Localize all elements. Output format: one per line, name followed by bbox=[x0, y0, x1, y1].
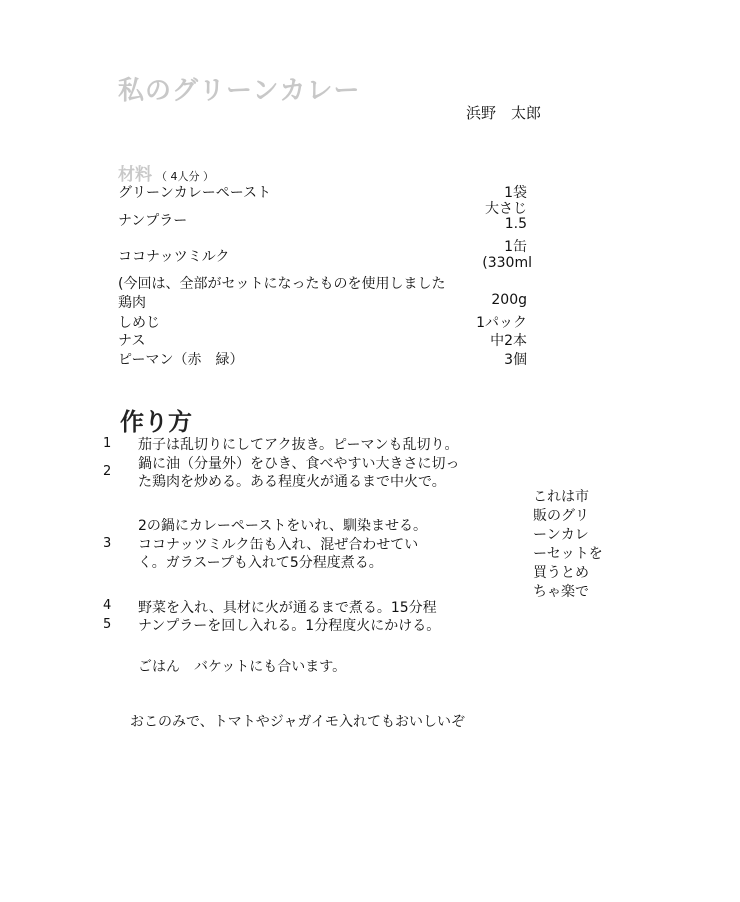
ingredient-qty: 1パック bbox=[476, 315, 527, 331]
ingredient-name: ナンプラー bbox=[118, 213, 188, 229]
ingredient-name: ナス bbox=[118, 333, 146, 349]
step-number: 4 bbox=[103, 598, 112, 613]
ingredient-name: 鶏肉 bbox=[118, 295, 146, 311]
step-number: 1 bbox=[103, 436, 112, 451]
ingredient-name: グリーンカレーペースト bbox=[118, 185, 272, 201]
side-note bbox=[533, 488, 613, 602]
ingredient-qty: 3個 bbox=[504, 352, 527, 368]
side-note-line: 販のグリ bbox=[533, 508, 589, 524]
step-line: 2の鍋にカレーペーストをいれ、馴染ませる。 bbox=[138, 518, 428, 534]
ingredient-qty: 200g bbox=[491, 292, 527, 308]
ingredient-qty: 1.5 bbox=[504, 216, 527, 232]
step-number: 5 bbox=[103, 617, 112, 632]
ingredients-label: 材料 bbox=[118, 165, 152, 185]
serving-note: ごはん バケットにも合います。 bbox=[138, 659, 347, 675]
steps-heading: 作り方 bbox=[120, 408, 192, 436]
side-note-line: ーンカレ bbox=[533, 527, 589, 543]
ingredient-note: (今回は、全部がセットになったものを使用しました bbox=[118, 276, 446, 292]
servings-label: （ 4人分 ） bbox=[156, 170, 214, 183]
ingredient-name: ココナッツミルク bbox=[118, 249, 230, 265]
step-line: ココナッツミルク缶も入れ、混ぜ合わせてい bbox=[138, 537, 419, 553]
step-line: た鶏肉を炒める。ある程度火が通るまで中火で。 bbox=[138, 474, 446, 490]
tip-note: おこのみで、トマトやジャガイモ入れてもおいしいぞ bbox=[130, 714, 466, 730]
ingredient-qty: 1袋 bbox=[504, 185, 527, 201]
side-note-line: ーセットを bbox=[533, 546, 603, 562]
ingredient-qty: 1缶 bbox=[504, 239, 527, 255]
step-line: く。ガラスープも入れて5分程度煮る。 bbox=[138, 555, 383, 571]
step-number: 2 bbox=[103, 464, 112, 479]
step-line: ナンプラーを回し入れる。1分程度火にかける。 bbox=[138, 618, 441, 634]
step-line: 鍋に油（分量外）をひき、食べやすい大きさに切っ bbox=[138, 456, 460, 472]
side-note-line: これは市 bbox=[533, 489, 589, 505]
step-number: 3 bbox=[103, 536, 112, 551]
ingredient-name: しめじ bbox=[118, 315, 160, 331]
step-line: 茄子は乱切りにしてアク抜き。ピーマンも乱切り。 bbox=[138, 437, 459, 453]
step-line: 野菜を入れ、具材に火が通るまで煮る。15分程 bbox=[138, 600, 437, 616]
ingredient-qty: (330ml bbox=[482, 255, 532, 271]
ingredient-qty: 中2本 bbox=[490, 333, 527, 349]
side-note-line: ちゃ楽で bbox=[533, 584, 589, 600]
ingredient-name: ピーマン（赤 緑） bbox=[118, 352, 244, 368]
author-name: 浜野 太郎 bbox=[466, 104, 542, 122]
ingredient-qty: 大さじ bbox=[485, 201, 527, 217]
recipe-title: 私のグリーンカレー bbox=[118, 76, 361, 106]
side-note-line: 買うとめ bbox=[533, 565, 589, 581]
